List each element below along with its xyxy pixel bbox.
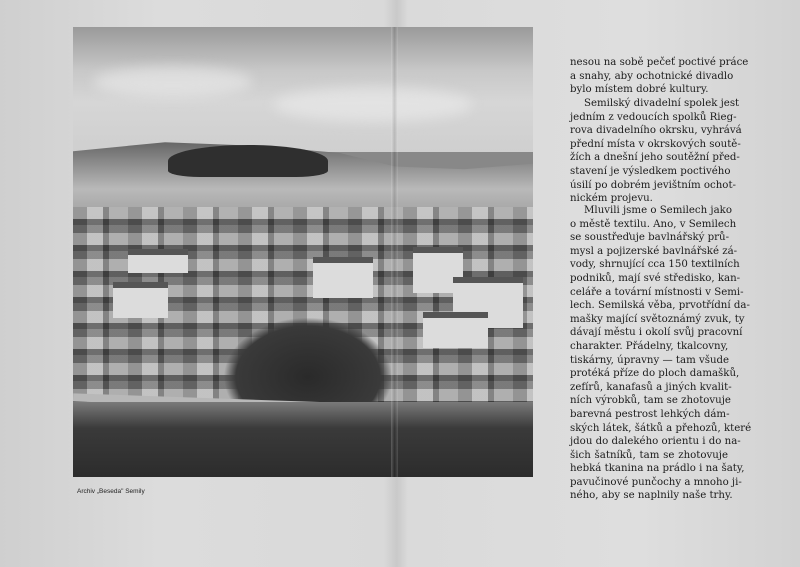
text-line: ních výrobků, tam se zhotovuje bbox=[570, 395, 731, 407]
text-line: úsilí po dobrém jevištním ochot- bbox=[570, 179, 736, 191]
text-line: vody, shrnující cca 150 textilních bbox=[570, 259, 740, 271]
text-line: nesou na sobě pečeť poctivé práce bbox=[570, 57, 749, 68]
text-line: ného, aby se naplnily naše trhy. bbox=[570, 490, 733, 502]
text-line: jedním z vedoucích spolků Rieg- bbox=[570, 111, 737, 123]
building bbox=[313, 257, 373, 298]
town-photograph bbox=[73, 27, 533, 477]
text-line: celáře a tovární místnosti v Semi- bbox=[570, 286, 744, 298]
building bbox=[113, 282, 168, 318]
cloud bbox=[273, 87, 473, 122]
text-line: dávají městu i okolí svůj pracovní bbox=[570, 327, 743, 339]
text-line: jdou do dalekého orientu i do na- bbox=[570, 436, 741, 448]
text-line: Mluvili jsme o Semilech jako bbox=[584, 205, 732, 216]
text-line: hebká tkanina na prádlo i na šaty, bbox=[570, 463, 745, 475]
building bbox=[423, 312, 488, 348]
text-line: bylo místem dobré kultury. bbox=[570, 84, 709, 96]
text-line: pavučinové punčochy a mnoho ji- bbox=[570, 476, 742, 488]
text-paragraph-3 bbox=[570, 204, 752, 503]
building bbox=[128, 249, 188, 273]
text-line: zefírů, kanafasů a jiných kvalit- bbox=[570, 381, 732, 393]
text-line: přední místa v okrskových soutě- bbox=[570, 138, 741, 150]
text-paragraph-2 bbox=[570, 97, 742, 206]
text-line: mysl a pojizerské bavlnářské zá- bbox=[570, 245, 738, 257]
text-line: rova divadelního okrsku, vyhrává bbox=[570, 125, 742, 137]
text-line: a snahy, aby ochotnické divadlo bbox=[570, 70, 734, 82]
text-line: podniků, mají své středisko, kan- bbox=[570, 272, 741, 284]
text-line: se soustřeďuje bavlnářský prů- bbox=[570, 232, 730, 244]
cloud bbox=[93, 67, 253, 97]
text-line: nickém projevu. bbox=[570, 193, 653, 205]
text-line: mašky mající světoznámý zvuk, ty bbox=[570, 313, 745, 325]
text-line: protéká příze do ploch damašků, bbox=[570, 368, 740, 380]
text-line: žích a dnešní jeho soutěžní před- bbox=[570, 152, 740, 164]
text-paragraph-1 bbox=[570, 56, 749, 97]
text-line: šich šatníků, tam se zhotovuje bbox=[570, 449, 728, 461]
forest bbox=[168, 145, 328, 177]
foreground-field bbox=[73, 402, 533, 477]
text-line: ských látek, šátků a přehozů, které bbox=[570, 422, 752, 434]
text-line: lech. Semilská věba, prvotřídní da- bbox=[570, 300, 750, 312]
text-line: stavení je výsledkem poctivého bbox=[570, 165, 731, 177]
text-line: barevná pestrost lehkých dám- bbox=[570, 408, 730, 420]
text-line: Semilský divadelní spolek jest bbox=[584, 98, 740, 109]
text-line: charakter. Přádelny, tkalcovny, bbox=[570, 340, 729, 352]
text-line: o městě textilu. Ano, v Semilech bbox=[570, 218, 737, 230]
text-line: tiskárny, úpravny — tam všude bbox=[570, 354, 730, 366]
photo-caption: Archiv „Beseda" Semily bbox=[77, 488, 145, 495]
page-fold bbox=[391, 27, 398, 477]
